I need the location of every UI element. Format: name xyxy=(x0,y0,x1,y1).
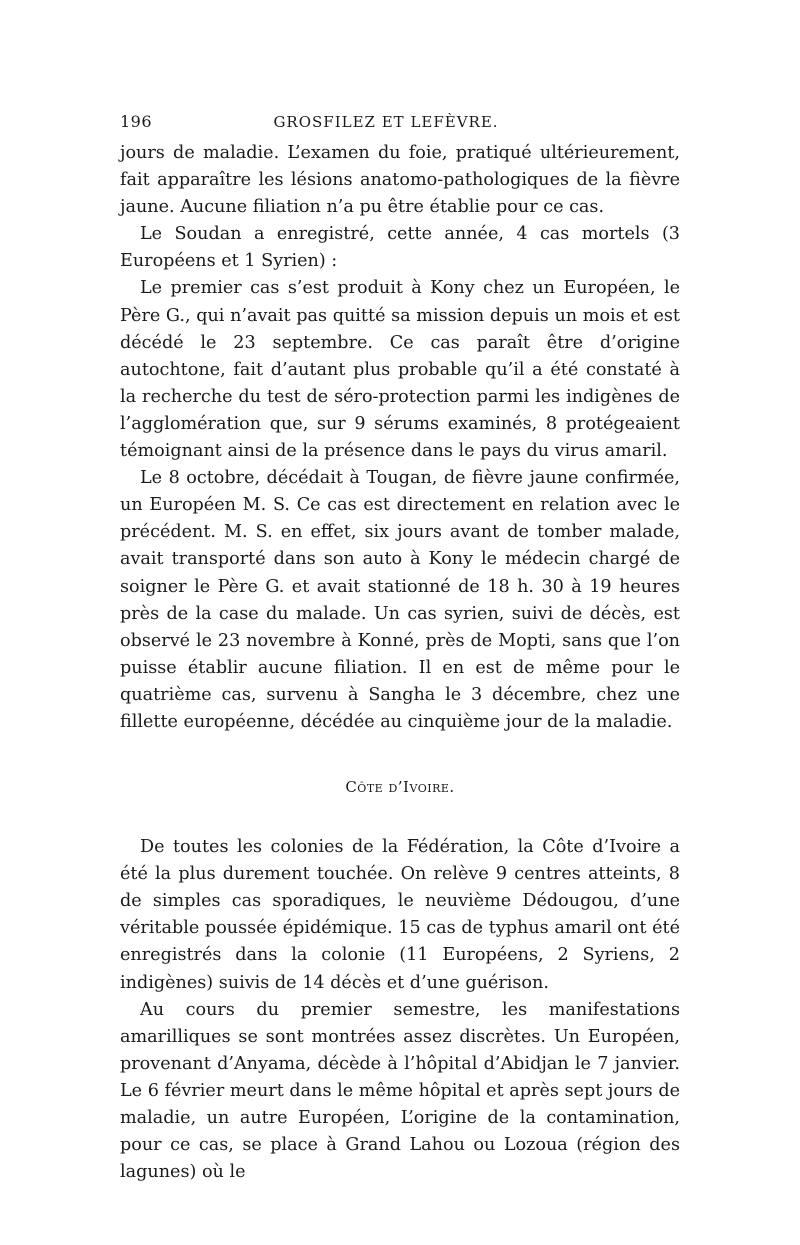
paragraph: Le premier cas s’est produit à Kony chez un Européen, le Père G., qui n’avait pas quitté sa mission depuis un mois et est décédé le 23 septembre. Ce cas paraît être d’origine autochtone, fait d’autant plus probable qu’il a été constaté à la recherche du test de séro-protection parmi les indigènes de l’agglomération que, sur 9 sérums examinés, 8 protégeaient témoignant ainsi de la présence dans le pays du virus amaril. xyxy=(120,278,680,462)
body-text-top xyxy=(120,140,680,736)
body-text-bottom xyxy=(120,834,680,1186)
paragraph: Le 8 octobre, décédait à Tougan, de fièvre jaune confirmée, un Européen M. S. Ce cas est directement en relation avec le précédent. M. S. en effet, six jours avant de tomber malade, avait transporté dans son auto à Kony le médecin chargé de soigner le Père G. et avait stationné de 18 h. 30 à 19 heures près de la case du malade. Un cas syrien, suivi de décès, est observé le 23 novembre à Konné, près de Mopti, sans que l’on puisse établir aucune filiation. Il en est de même pour le quatrième cas, survenu à Sangha le 3 décembre, chez une fillette européenne, décédée au cinquième jour de la maladie. xyxy=(120,468,680,732)
document-page xyxy=(120,112,680,1186)
paragraph: jours de maladie. L’examen du foie, pratiqué ultérieurement, fait apparaître les lésions anatomo-pathologiques de la fièvre jaune. Aucune filiation n’a pu être établie pour ce cas. xyxy=(120,143,680,218)
running-header xyxy=(120,112,680,140)
page-number: 196 xyxy=(120,112,153,131)
running-title: GROSFILEZ ET LEFÈVRE. xyxy=(273,113,499,131)
paragraph: De toutes les colonies de la Fédération, la Côte d’Ivoire a été la plus durement touchée. On relève 9 centres atteints, 8 de simples cas sporadiques, le neuvième Dédougou, d’une véritable poussée épidémique. 15 cas de typhus amaril ont été enregistrés dans la colonie (11 Européens, 2 Syriens, 2 indigènes) suivis de 14 décès et d’une guérison. xyxy=(120,837,680,993)
paragraph: Le Soudan a enregistré, cette année, 4 cas mortels (3 Européens et 1 Syrien) : xyxy=(120,224,680,272)
section-heading: Côte d’Ivoire. xyxy=(345,778,455,797)
paragraph: Au cours du premier semestre, les manifestations amarilliques se sont montrées assez discrètes. Un Européen, provenant d’Anyama, décède à l’hôpital d’Abidjan le 7 janvier. Le 6 février meurt dans le même hôpital et après sept jours de maladie, un autre Européen, L’origine de la contamination, pour ce cas, se place à Grand Lahou ou Lozoua (région des lagunes) où le xyxy=(120,999,680,1183)
